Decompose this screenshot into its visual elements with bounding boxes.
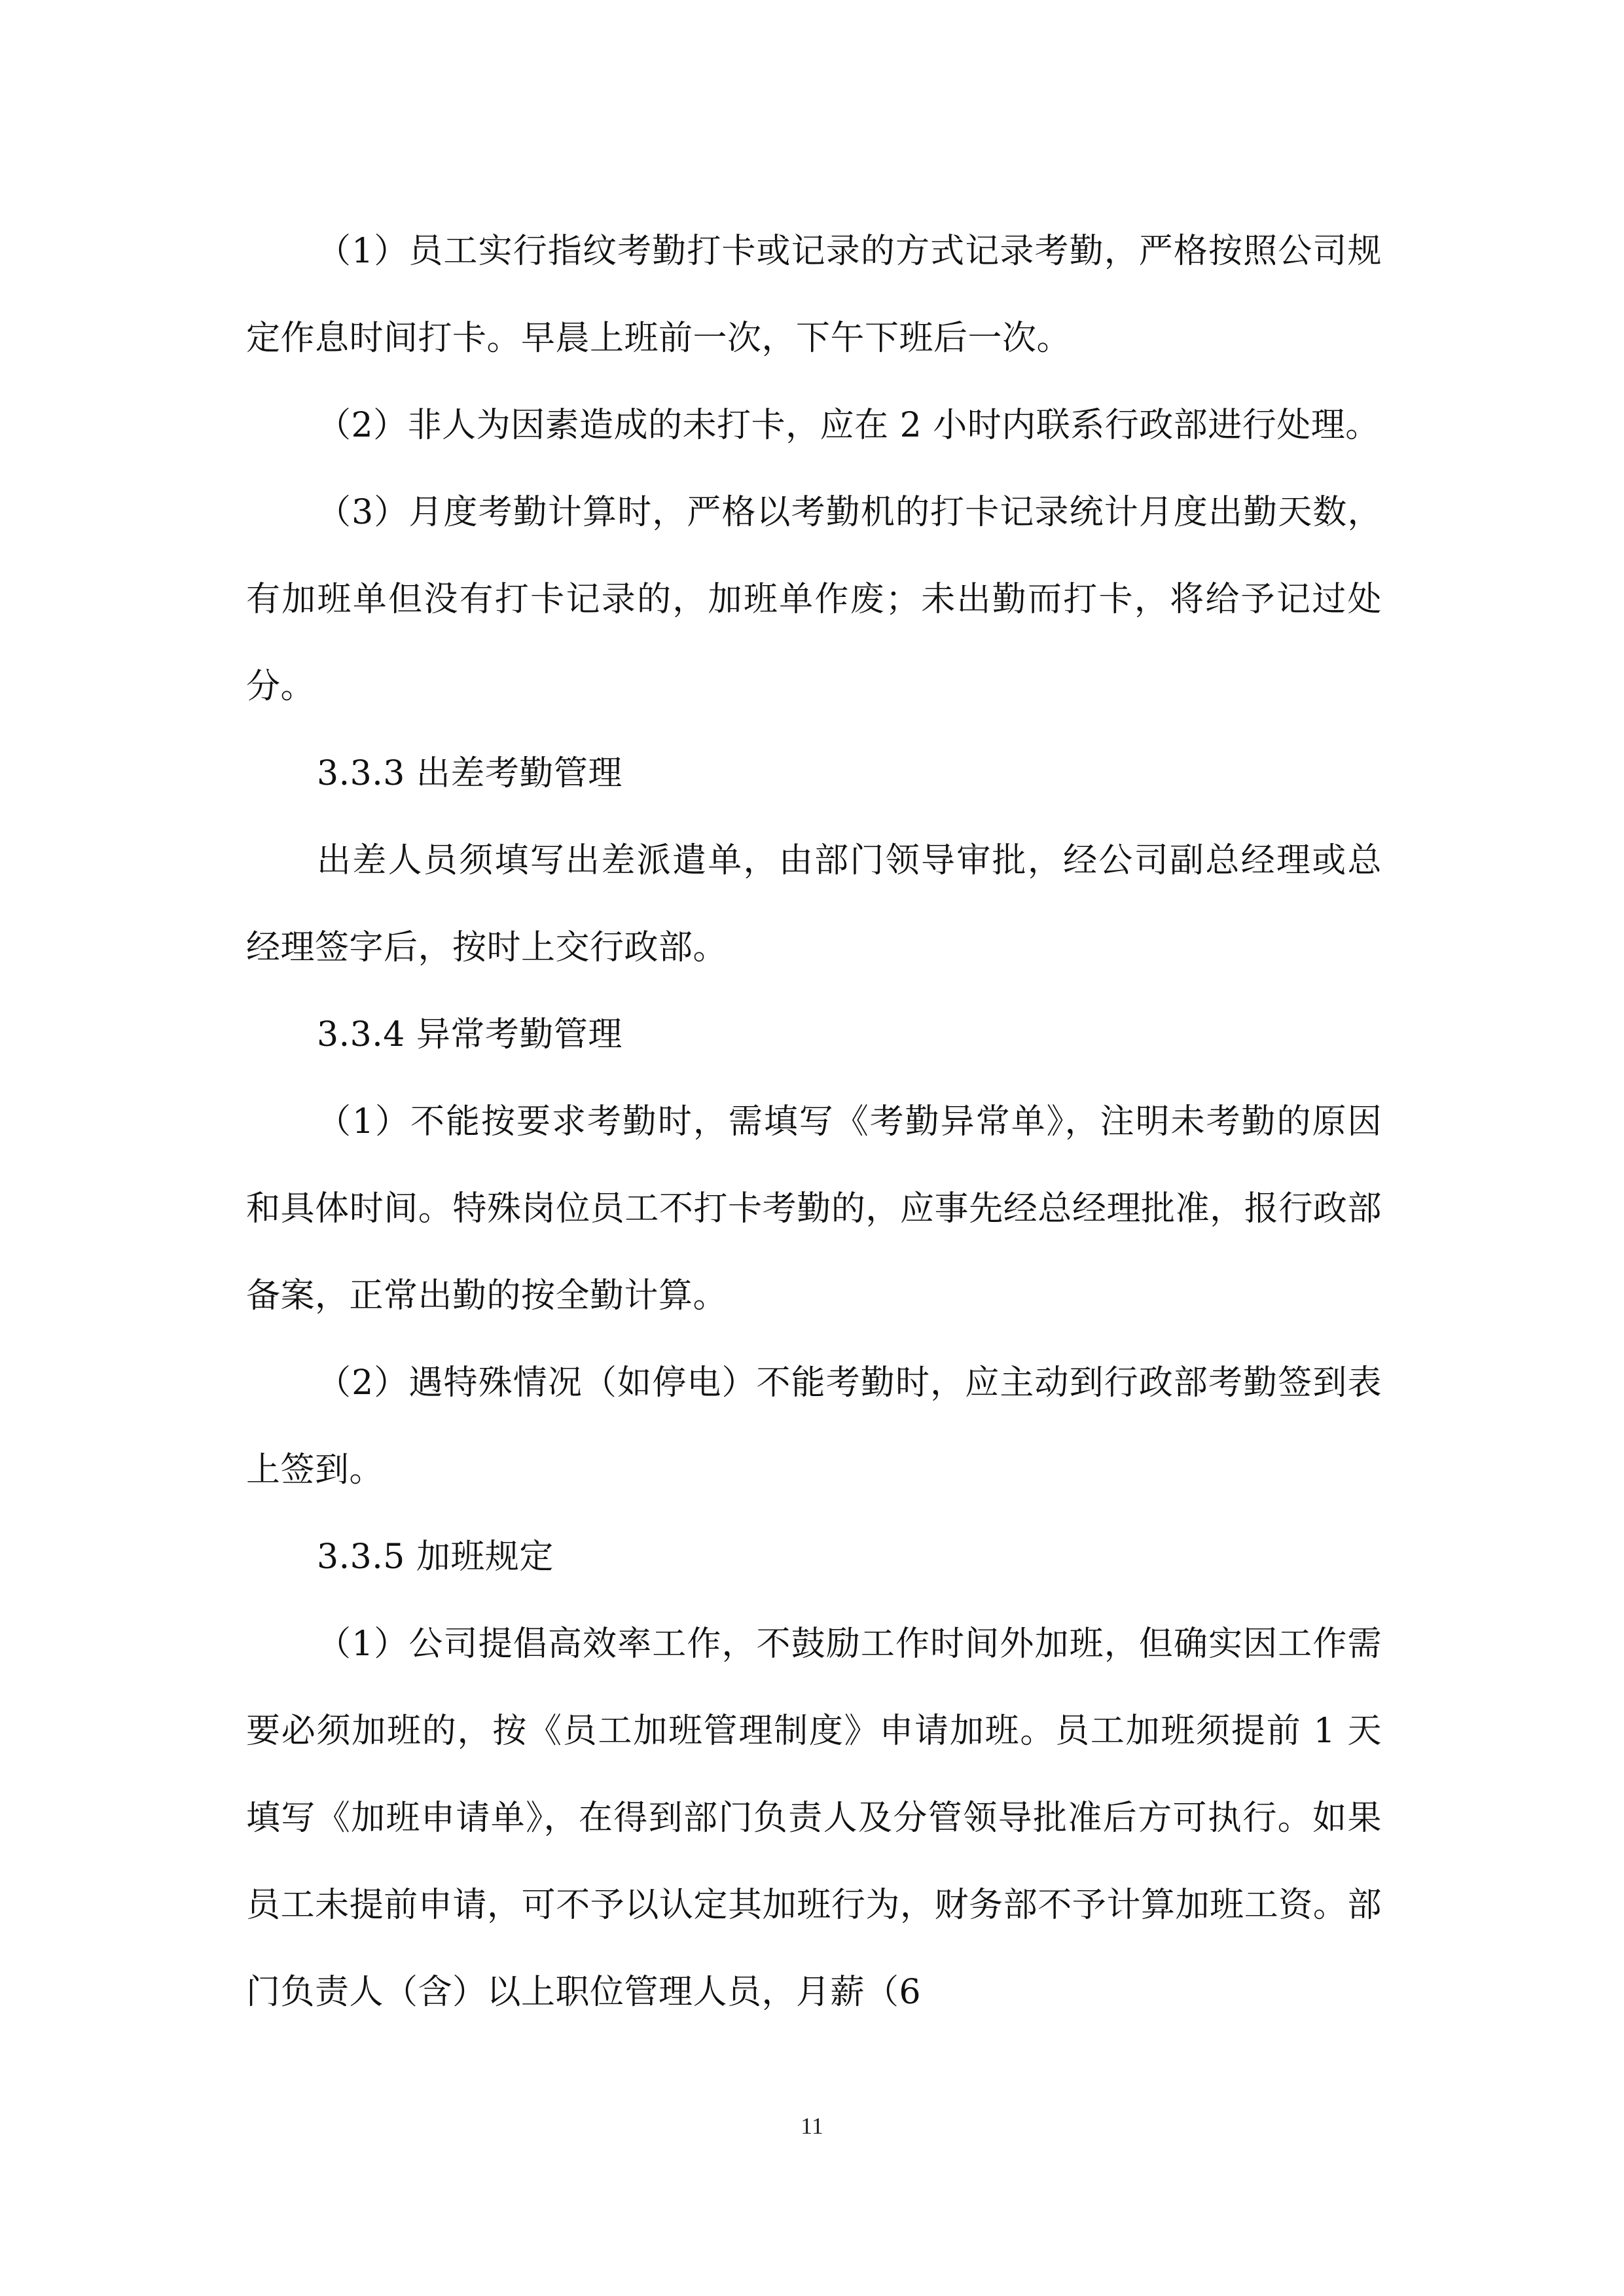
paragraph-missed-clock-in: （2）非人为因素造成的未打卡，应在 2 小时内联系行政部进行处理。 bbox=[317, 406, 1380, 445]
document-body bbox=[246, 208, 1382, 2036]
section-heading-business-trip: 3.3.3 出差考勤管理 bbox=[317, 754, 623, 793]
paragraph-monthly-attendance: （3）月度考勤计算时，严格以考勤机的打卡记录统计月度出勤天数，有加班单但没有打卡记录的，加班单作废；未出勤而打卡，将给予记过处分。 bbox=[246, 493, 1382, 706]
section-heading-overtime: 3.3.5 加班规定 bbox=[317, 1537, 554, 1577]
section-heading-abnormal-attendance: 3.3.4 异常考勤管理 bbox=[317, 1015, 623, 1054]
paragraph-abnormal-form: （1）不能按要求考勤时，需填写《考勤异常单》，注明未考勤的原因和具体时间。特殊岗位员工不打卡考勤的，应事先经总经理批准，报行政部备案，正常出勤的按全勤计算。 bbox=[246, 1102, 1382, 1316]
paragraph-overtime-rules: （1）公司提倡高效率工作，不鼓励工作时间外加班，但确实因工作需要必须加班的，按《员工加班管理制度》申请加班。员工加班须提前 1 天填写《加班申请单》，在得到部门负责人及分管领导批准后方可执行。如果员工未提前申请，可不予以认定其加班行为，财务部不予计算加班工资。部门负责人（含）以上职位管理人员，月薪（6 bbox=[246, 1624, 1382, 2012]
paragraph-business-trip: 出差人员须填写出差派遣单，由部门领导审批，经公司副总经理或总经理签字后，按时上交行政部。 bbox=[246, 841, 1382, 967]
paragraph-clock-in-method: （1）员工实行指纹考勤打卡或记录的方式记录考勤，严格按照公司规定作息时间打卡。早晨上班前一次，下午下班后一次。 bbox=[246, 232, 1382, 358]
paragraph-special-circumstances: （2）遇特殊情况（如停电）不能考勤时，应主动到行政部考勤签到表上签到。 bbox=[246, 1363, 1382, 1490]
page-number: 11 bbox=[801, 2113, 823, 2139]
